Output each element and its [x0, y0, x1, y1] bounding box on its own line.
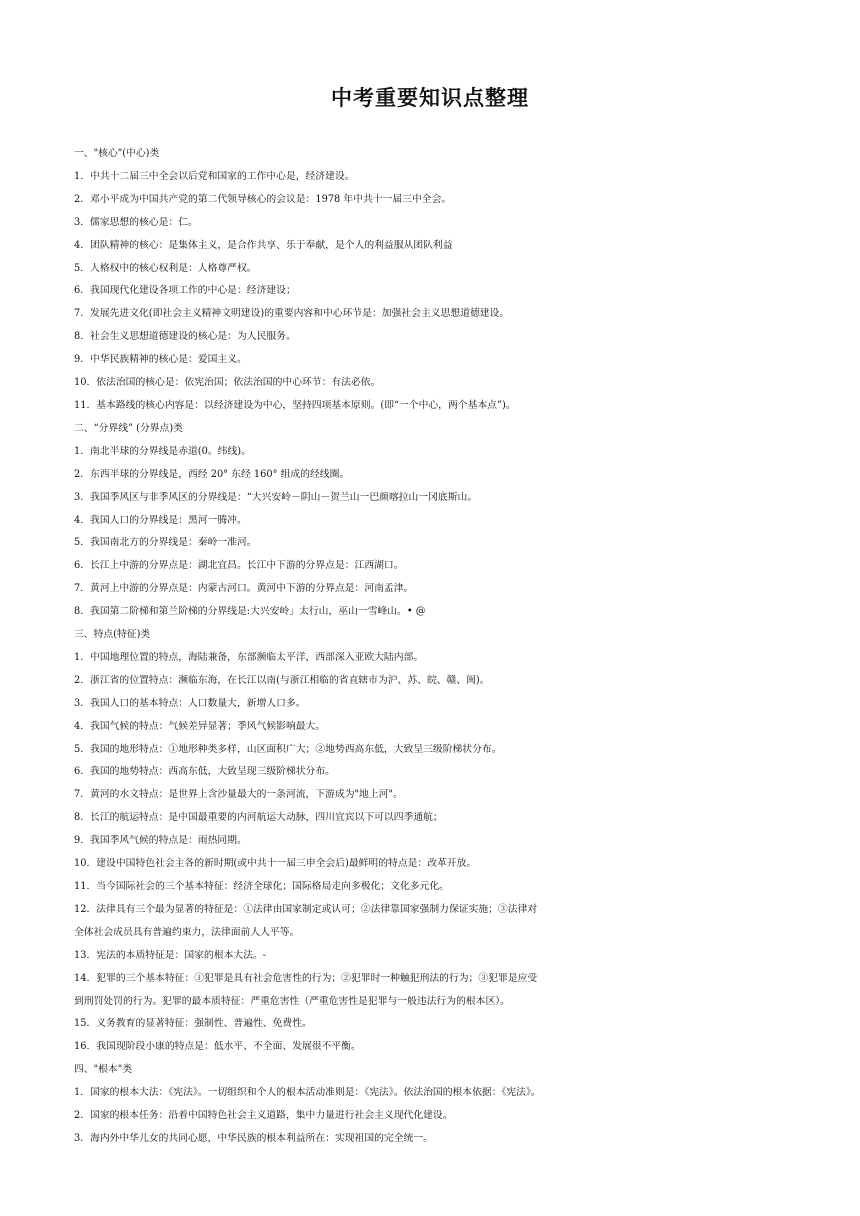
document-body: [74, 143, 794, 1151]
text-line: 8．社会生义思想道德建设的核心是：为人民服务。: [74, 331, 296, 343]
text-line: 2．浙江省的位置特点：濒临东海，在长江以南(与浙江相临的省直辖市为沪、苏、皖、赣、闽)。: [74, 674, 490, 686]
text-line: 10．建设中国特色社会主各的新时期(或中共十一届三申全会后)最鲜明的特点是：改革开放。: [74, 858, 477, 870]
text-line: 5．人格权中的核心权利是：人格尊严权。: [74, 262, 257, 274]
text-line: 9．中华民族精神的核心是：爱国主义。: [74, 354, 247, 366]
text-line: 1．南北半球的分界线是赤道(0。纬线)。: [74, 445, 251, 457]
text-line: 6．我国的地势特点：西高东低，大致呈现三级阶梯状分布。: [74, 766, 335, 778]
text-line: 11．基本路线的核心内容是：以经济建设为中心，坚持四项基本原则。(即“一个中心，两个基本点”)。: [74, 399, 516, 411]
text-line: 全体社会成员具有普遍约束力，法律面前人人平等。: [74, 926, 300, 938]
text-line: 8．长江的航运特点：是中国最重要的内河航运大动脉，四川宜宾以下可以四季通航；: [74, 812, 443, 824]
text-line: 12．法律具有三个最为显著的特征是：①法律由国家制定或认可；②法律靠国家强制力保证实施；③法律对: [74, 903, 538, 915]
text-line: 3．我国人口的基本特点：人口数量大，新增人口多。: [74, 697, 306, 709]
text-line: 3．我国季风区与非季风区的分界线是：“大兴安岭－阴山－贺兰山一巴颜喀拉山一冈底斯山。: [74, 491, 478, 503]
text-line: 13．宪法的本质特征是：国家的根本大法。-: [74, 949, 267, 961]
text-line: 3．儒家思想的核心是：仁。: [74, 216, 198, 228]
text-line: 四、"根本"类: [74, 1064, 132, 1076]
text-line: 6．长江上中游的分界点是：湖北宜昌。长江中下游的分界点是：江西湖口。: [74, 560, 404, 572]
text-line: 16．我国现阶段小康的特点是：低水平、不全面、发展很不平衡。: [74, 1041, 361, 1053]
text-line: 一、"核心"(中心)类: [74, 148, 160, 159]
text-line: 三、特点(特征)类: [74, 629, 151, 641]
text-line: 9．我国季风气候的特点是：雨热同期。: [74, 835, 247, 847]
text-line: 5．我国的地形特点：①地形种类多样，山区面积广大；②地势西高东低，大致呈三级阶梯状分布。: [74, 743, 502, 755]
text-line: 3．海内外中华儿女的共同心愿，中华民族的根本利益所在：实现祖国的完全统一。: [74, 1132, 433, 1144]
text-line: 7．黄河上中游的分界点是：内蒙古河口。黄河中下游的分界点是：河南孟津。: [74, 583, 414, 595]
page-title: 中考重要知识点整理: [331, 86, 529, 110]
text-line: 15．义务教育的显著特征：强制性、普遍性、免费性。: [74, 1018, 312, 1030]
text-line: 2．国家的根本任务：沿着中国特色社会主义道路，集中力量进行社会主义现代化建设。: [74, 1110, 453, 1122]
text-line: 14．犯罪的三个基本特征：①犯罪是具有社会危害性的行为；②犯罪时一种触犯刑法的行为；③犯罪是应受: [74, 972, 538, 984]
text-line: 1．中共十二届三中全会以后党和国家的工作中心是，经济建设。: [74, 170, 355, 182]
text-line: 6．我国现代化建设各项工作的中心是：经济建设；: [74, 285, 296, 297]
text-line: 4．我国人口的分界线是：黑河一腾冲。: [74, 514, 247, 526]
text-line: 1．国家的根本大法：《宪法》。一切组织和个人的根本活动准则是：《宪法》。依法治国的根本依据：《宪法》。: [74, 1087, 541, 1099]
text-line: 到刑罚处罚的行为。犯罪的最本质特征：严重危害性（严重危害性是犯罪与一般违法行为的根本区）。: [74, 995, 510, 1007]
text-line: 11．当今国际社会的三个基本特征：经济全球化；国际格局走向多极化；文化多元化。: [74, 881, 449, 892]
text-line: 2．东西半球的分界线是，西经 20° 东经 160° 组成的经线圈。: [74, 468, 350, 480]
text-line: 1．中国地理位置的特点，海陆兼备，东部濒临太平洋，西部深入亚欧大陆内部。: [74, 651, 424, 663]
text-line: 二、“分界线” (分界点)类: [74, 422, 183, 434]
text-line: 5．我国南北方的分界线是：秦岭一准河。: [74, 537, 257, 549]
text-line: 2．邓小平成为中国共产党的第二代领导核心的会议是：1978 年中共十一届三中全会。: [74, 193, 452, 205]
text-line: 7．黄河的水文特点：是世界上含沙量最大的一条河流，下游成为"地上河"。: [74, 789, 403, 801]
text-line: 10．依法治国的核心是：依宪治国；依法治国的中心环节：有法必依。: [74, 377, 381, 389]
text-line: 4．我国气候的特点：气候差异显著；季风气候影响最大。: [74, 720, 326, 732]
text-line: 7．发展先进文化(即社会主义精神文明建设)的重要内容和中心环节是：加强社会主义思想道德建设。: [74, 308, 510, 320]
text-line: 4．团队精神的核心：是集体主义，是合作共享、乐于奉献，是个人的利益服从团队利益: [74, 239, 453, 251]
text-line: 8．我国第二阶梯和第兰阶梯的分界线是:大兴安岭」太行山，巫山一雪峰山。• @: [74, 606, 426, 618]
